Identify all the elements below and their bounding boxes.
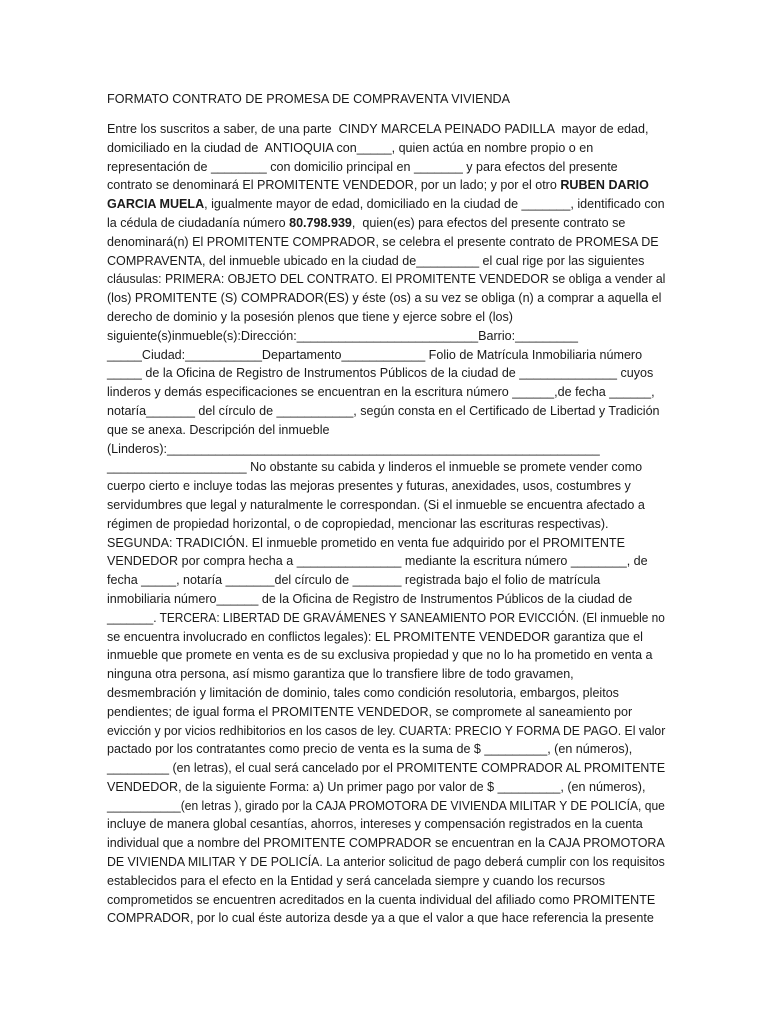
body-line <box>107 891 665 910</box>
body-line <box>107 233 665 252</box>
body-line <box>107 590 665 609</box>
body-line <box>107 759 666 778</box>
body-line <box>107 571 665 590</box>
body-line <box>107 327 665 346</box>
body-line <box>107 684 665 703</box>
text-run: representación de ________ con domicilio principal en _______ y para efectos del presente <box>107 159 618 174</box>
text-run: comprometidos se encuentren acreditados en la cuenta individual del afiliado como PROMITENTE <box>107 892 656 907</box>
text-run: denominará(n) El PROMITENTE COMPRADOR, se celebra el presente contrato de PROMESA DE <box>107 234 659 249</box>
body-line <box>107 628 665 647</box>
body-line <box>107 872 665 891</box>
body-line <box>107 740 665 759</box>
body-line <box>107 515 665 534</box>
text-run: siguiente(s)inmueble(s):Dirección:__________________________Barrio:_________ <box>107 328 578 343</box>
body-line <box>107 552 665 571</box>
text-run: individual que a nombre del PROMITENTE COMPRADOR se encuentran en la CAJA PROMOTORA <box>107 836 665 851</box>
text-run: SEGUNDA: TRADICIÓN. El inmueble prometido en venta fue adquirido por el PROMITENTE <box>107 535 625 550</box>
body-line <box>107 853 665 872</box>
body-line <box>107 778 665 797</box>
body-line <box>107 346 665 365</box>
bold-text-run: 80.798.939 <box>289 215 352 230</box>
document-title: FORMATO CONTRATO DE PROMESA DE COMPRAVENTA VIVIENDA <box>107 92 511 106</box>
body-line <box>107 665 665 684</box>
text-run: DE VIVIENDA MILITAR Y DE POLICÍA. La anterior solicitud de pago deberá cumplir con los requisitos <box>107 855 665 870</box>
bold-text-run: GARCIA MUELA <box>107 197 205 212</box>
text-run: evicción y por vicios redhibitorios en los casos de ley. CUARTA: PRECIO Y FORMA DE PAGO. El valor <box>107 723 666 738</box>
body-line <box>107 402 665 421</box>
body-line <box>107 722 666 741</box>
text-run: que se anexa. Descripción del inmueble <box>107 422 330 437</box>
text-run: (Linderos):______________________________________________________________ <box>107 441 600 456</box>
text-run: fecha _____, notaría _______del círculo de _______ registrada bajo el folio de matrícula <box>107 573 601 588</box>
text-run: linderos y demás especificaciones se encuentran en la escritura número ______,de fecha ______, <box>107 385 655 400</box>
body-line <box>107 176 665 195</box>
body-line <box>107 421 665 440</box>
text-run: pendientes; de igual forma el PROMITENTE VENDEDOR, se compromete al saneamiento por <box>107 704 633 719</box>
body-line <box>107 120 665 139</box>
body-line <box>107 308 665 327</box>
text-run: contrato se denominará El PROMITENTE VENDEDOR, por un lado; y por el otro <box>107 178 561 193</box>
text-run: derecho de dominio y la posesión plenos que tiene y ejerce sobre el (los) <box>107 309 513 324</box>
text-run: notaría_______ del círculo de ___________, según consta en el Certificado de Libertad y Tradición <box>107 403 660 418</box>
body-line <box>107 440 665 459</box>
body-line <box>107 815 665 834</box>
text-run: VENDEDOR, de la siguiente Forma: a) Un primer pago por valor de $ _________, (en números), <box>107 779 646 794</box>
body-line <box>107 609 665 628</box>
body-line <box>107 364 665 383</box>
body-line <box>107 458 665 477</box>
text-run: desmembración y limitación de dominio, tales como condición resolutoria, embargos, pleitos <box>107 685 619 700</box>
text-run: servidumbres que legal y naturalmente le correspondan. (Si el inmueble se encuentra afectado a <box>107 497 645 512</box>
body-line <box>107 496 665 515</box>
body-line <box>107 158 665 177</box>
text-run: cuerpo cierto e incluye todas las mejoras presentes y futuras, anexidades, usos, costumbres y <box>107 479 631 494</box>
text-run: COMPRAVENTA, del inmueble ubicado en la ciudad de_________ el cual rige por las siguientes <box>107 253 645 268</box>
text-run: , igualmente mayor de edad, domiciliado en la ciudad de _______, identificado con <box>204 197 665 212</box>
text-run: _____ de la Oficina de Registro de Instrumentos Públicos de la ciudad de ______________ cuyos <box>107 366 654 381</box>
text-run: COMPRADOR, por lo cual éste autoriza desde ya a que el valor a que hace referencia la presente <box>107 911 654 926</box>
body-line <box>107 534 665 553</box>
text-run: cláusulas: PRIMERA: OBJETO DEL CONTRATO. El PROMITENTE VENDEDOR se obliga a vender al <box>107 272 666 287</box>
text-run: VENDEDOR por compra hecha a _______________ mediante la escritura número ________, de <box>107 554 648 569</box>
text-run: , quien(es) para efectos del presente contrato se <box>351 215 626 230</box>
text-run: (los) PROMITENTE (S) COMPRADOR(ES) y éste (os) a su vez se obliga (n) a comprar a aquella el <box>107 291 662 306</box>
document-body <box>107 120 667 928</box>
text-run: régimen de propiedad horizontal, o de copropiedad, mencionar las escrituras respectivas). <box>107 516 609 531</box>
text-run: se encuentra involucrado en conflictos legales): EL PROMITENTE VENDEDOR garantiza que el <box>107 629 643 644</box>
text-run: Entre los suscritos a saber, de una parte CINDY MARCELA PEINADO PADILLA mayor de edad, <box>107 122 649 136</box>
body-line <box>107 834 663 853</box>
body-line <box>107 289 665 308</box>
body-line <box>107 383 665 402</box>
text-run: domiciliado en la ciudad de ANTIOQUIA con_____, quien actúa en nombre propio o en <box>107 140 594 155</box>
text-run: _________ (en letras), el cual será cancelado por el PROMITENTE COMPRADOR AL PROMITENTE <box>107 761 666 776</box>
text-run: ____________________ No obstante su cabida y linderos el inmueble se promete vender como <box>107 460 643 475</box>
text-run: ninguna otra persona, así mismo garantiza que lo transfiere libre de todo gravamen, <box>107 667 574 682</box>
text-run: _______. TERCERA: LIBERTAD DE GRAVÁMENES Y SANEAMIENTO POR EVICCIÓN. (El inmueble no <box>107 610 665 625</box>
body-line <box>107 252 665 271</box>
body-line <box>107 797 665 816</box>
body-line <box>107 477 665 496</box>
body-line <box>107 909 665 928</box>
text-run: inmueble que promete en venta es de su exclusiva propiedad y que no lo ha prometido en venta a <box>107 648 653 663</box>
body-line <box>107 270 666 289</box>
bold-text-run: RUBEN DARIO <box>560 178 649 193</box>
text-run: inmobiliaria número______ de la Oficina de Registro de Instrumentos Públicos de la ciudad de <box>107 591 633 606</box>
body-line <box>107 195 665 214</box>
text-run: establecidos para el efecto en la Entidad y será cancelada siempre y cuando los recursos <box>107 873 606 888</box>
text-run: la cédula de ciudadanía número <box>107 215 290 230</box>
text-run: pactado por los contratantes como precio de venta es la suma de $ _________, (en números), <box>107 742 633 757</box>
text-run: _____Ciudad:___________Departamento____________ Folio de Matrícula Inmobiliaria número <box>107 347 643 362</box>
body-line <box>107 214 665 233</box>
body-line <box>107 703 665 722</box>
text-run: ___________(en letras ), girado por la CAJA PROMOTORA DE VIVIENDA MILITAR Y DE POLICÍA, que <box>107 798 665 813</box>
body-line <box>107 139 665 158</box>
body-line <box>107 646 665 665</box>
text-run: incluye de manera global cesantías, ahorros, intereses y compensación registrados en la cuenta <box>107 817 643 832</box>
